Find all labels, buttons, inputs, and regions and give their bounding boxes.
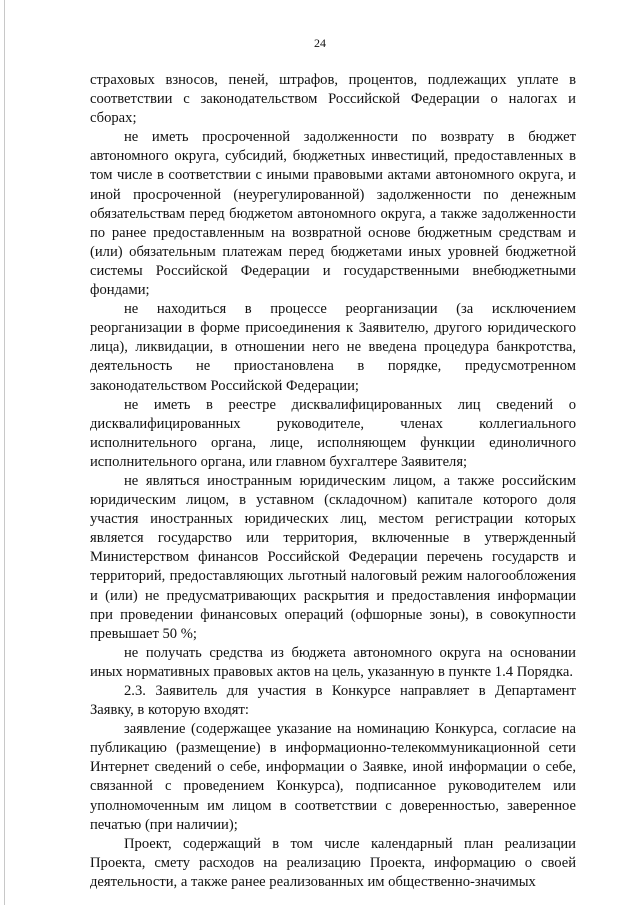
paragraph-application-statement: заявление (содержащее указание на номинацию Конкурса, согласие на публикацию (размещение) в информационно-телекоммуникационной сети Интернет сведений о себе, информации о Заявке, иной информации о себе, связанной с проведением Конкурса), подписанное руководителем или уполномоченным им лицом в соответствии с доверенностью, заверенное печатью (при наличии); (90, 721, 576, 833)
paragraph-not-foreign-entity: не являться иностранным юридическим лицом, а также российским юридическим лицом, в уставном (складочном) капитале которого доля участия иностранных юридических лиц, местом регистрации которых является государство или территория, включенные в утвержденный Министерством финансов Российской Федерации перечень государств и территорий, предоставляющих льготный налоговый режим налогообложения и (или) не предусматривающих раскрытия и предоставления информации при проведении финансовых операций (офшорные зоны), в совокупности превышает 50 %; (90, 472, 576, 642)
page-number: 24 (314, 36, 326, 50)
paragraph-section-2-3: 2.3. Заявитель для участия в Конкурсе направляет в Департамент Заявку, в которую входят: (90, 683, 576, 719)
paragraph-no-overdue-debt: не иметь просроченной задолженности по возврату в бюджет автономного округа, субсидий, бюджетных инвестиций, предоставленных в том числе в соответствии с иными правовыми актами автономного округа, и иной просроченной (неурегулированной) задолженности по денежным обязательствам перед бюджетом автономного округа, а также задолженности по ранее предоставленным на возвратной основе бюджетным средствам и (или) обязательным платежам перед бюджетами иных уровней бюджетной системы Российской Федерации и государственными внебюджетными фондами; (90, 129, 576, 299)
paragraph-no-reorganization: не находиться в процессе реорганизации (за исключением реорганизации в форме присоединения к Заявителю, другого юридического лица), ликвидации, в отношении него не введена процедура банкротства, деятельность не приостановлена в порядке, предусмотренном законодательством Российской Федерации; (90, 301, 576, 394)
scan-edge-line (4, 0, 5, 905)
paragraph-project-description: Проект, содержащий в том числе календарный план реализации Проекта, смету расходов на реализацию Проекта, информацию о своей деятельности, а также ранее реализованных им общественно-значимых (90, 835, 576, 890)
paragraph-disqualified-persons: не иметь в реестре дисквалифицированных лиц сведений о дисквалифицированных руководителе, членах коллегиального исполнительного органа, лице, исполняющем функции единоличного исполнительного органа, или главном бухгалтере Заявителя; (90, 396, 576, 470)
document-body (90, 71, 576, 892)
paragraph-insurance-contributions: страховых взносов, пеней, штрафов, процентов, подлежащих уплате в соответствии с законодательством Российской Федерации о налогах и сборах; (90, 72, 576, 127)
paragraph-no-other-budget-funds: не получать средства из бюджета автономного округа на основании иных нормативных правовых актов на цель, указанную в пункте 1.4 Порядка. (90, 644, 576, 680)
